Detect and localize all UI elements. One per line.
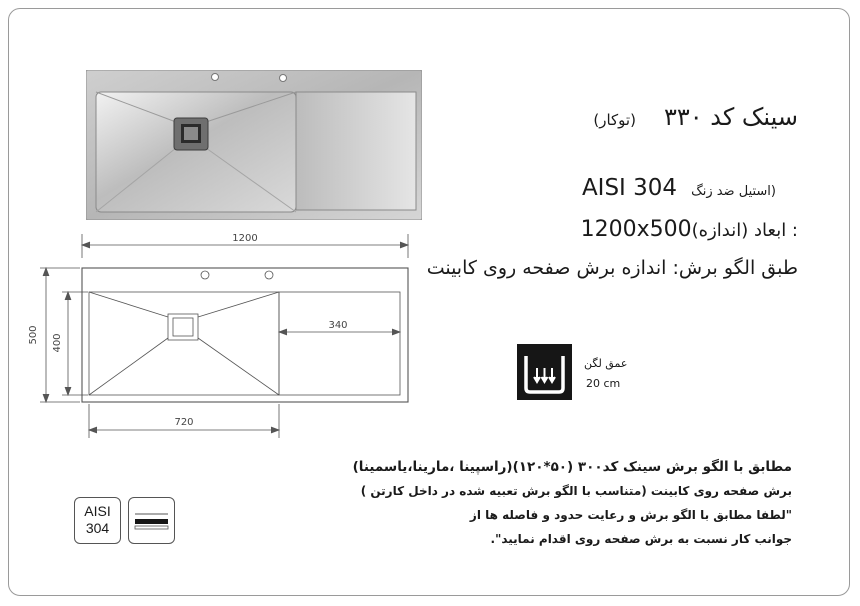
note-line: برش صفحه روی کابینت (متناسب با الگو برش تعبیه شده در داخل کارتن ) xyxy=(360,484,792,498)
depth-value: 20 cm xyxy=(586,377,621,390)
dimensions-label: : ابعاد (اندازه) xyxy=(691,220,798,241)
aisi-badge-line2: 304 xyxy=(85,520,110,536)
product-title: سینک کد ۳۳۰ xyxy=(663,103,798,131)
aisi-badge xyxy=(74,497,121,544)
basin-depth-icon xyxy=(517,344,572,400)
depth-label: عمق لگن xyxy=(584,357,628,370)
sink-photo xyxy=(86,70,422,220)
installation-notes xyxy=(353,455,792,551)
dim-bowl-depth: 400 xyxy=(52,333,63,353)
note-line: جوانب کار نسبت به برش صفحه روی اقدام نمایید". xyxy=(490,532,792,546)
aisi-badge-line1: AISI xyxy=(84,503,111,519)
cutout-note: طبق الگو برش: اندازه برش صفحه روی کابینت xyxy=(426,257,798,279)
material-note: (استیل ضد زنگ xyxy=(691,184,776,199)
note-line: مطابق با الگو برش سینک کد۳۰۰ (۵۰*۱۲۰)(راسپینا ،مارینا،یاسمینا) xyxy=(352,459,792,475)
material-line xyxy=(582,175,798,201)
dim-overall-width: 1200 xyxy=(232,233,258,244)
technical-drawing xyxy=(20,228,420,448)
dimensions-line xyxy=(581,217,798,242)
note-line: "لطفا مطابق با الگو برش و رعایت حدود و فاصله ها از xyxy=(469,508,792,522)
dim-bowl-width: 720 xyxy=(174,417,194,428)
dim-overall-depth: 500 xyxy=(28,325,39,345)
product-title-line xyxy=(593,103,798,131)
material-grade: AISI 304 xyxy=(581,175,678,201)
steel-thickness-icon xyxy=(128,497,175,544)
mount-type: (توکار) xyxy=(593,111,636,129)
dimensions-value: 1200x500 xyxy=(580,217,692,242)
dim-drainer-width: 340 xyxy=(328,320,348,331)
